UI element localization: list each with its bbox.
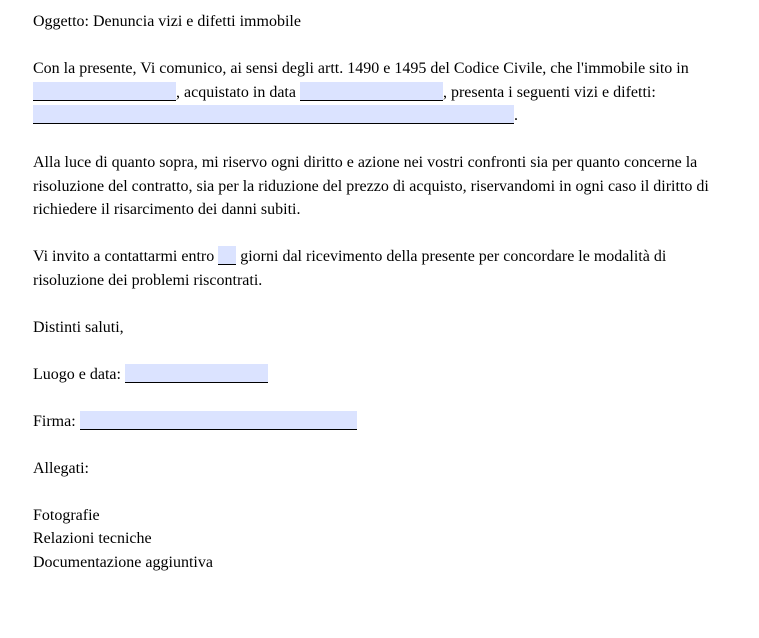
property-location-field[interactable] (33, 82, 176, 101)
attachment-item-photos: Fotografie (33, 506, 100, 524)
days-field[interactable] (218, 246, 236, 265)
paragraph-rights: Alla luce di quanto sopra, mi riservo ogni diritto e azione nei vostri confronti sia per quanto concerne la risoluzione del contratto, sia per la riduzione del prezzo di acquisto, riservandomi in ogni caso il diritto di richiedere il risarcimento dei danni subiti. (33, 154, 709, 218)
paragraph-text: Con la presente, Vi comunico, ai sensi degli artt. 1490 e 1495 del Codice Civile, che l'immobile sito in (33, 60, 689, 77)
place-date-line (33, 363, 733, 387)
place-date-field[interactable] (125, 364, 268, 383)
subject-line: Oggetto: Denuncia vizi e difetti immobile (33, 13, 301, 30)
paragraph-text: , acquistato in data (176, 83, 300, 101)
signature-label: Firma: (33, 412, 80, 430)
defects-field[interactable] (33, 105, 514, 124)
place-date-label: Luogo e data: (33, 365, 125, 383)
signature-field[interactable] (80, 411, 357, 430)
spacer (33, 34, 733, 58)
attachments-heading: Allegati: (33, 459, 89, 477)
spacer (33, 292, 733, 316)
closing-line: Distinti saluti, (33, 318, 124, 336)
attachment-item-documentation: Documentazione aggiuntiva (33, 553, 213, 571)
letter-document (33, 10, 733, 574)
paragraph-text: . (514, 107, 518, 124)
spacer (33, 128, 733, 152)
attachment-item-reports: Relazioni tecniche (33, 530, 152, 547)
paragraph-notice (33, 57, 733, 128)
paragraph-text: Vi invito a contattarmi entro (33, 248, 219, 265)
spacer (33, 386, 733, 410)
spacer (33, 339, 733, 363)
spacer (33, 480, 733, 504)
paragraph-text: , presenta i seguenti vizi e difetti: (442, 83, 656, 101)
paragraph-contact (33, 245, 733, 292)
spacer (33, 433, 733, 457)
signature-line (33, 410, 733, 434)
purchase-date-field[interactable] (300, 82, 443, 101)
paragraph-text: giorni dal ricevimento della presente per concordare le modalità di risoluzione dei problemi riscontrati. (33, 248, 667, 289)
spacer (33, 222, 733, 246)
